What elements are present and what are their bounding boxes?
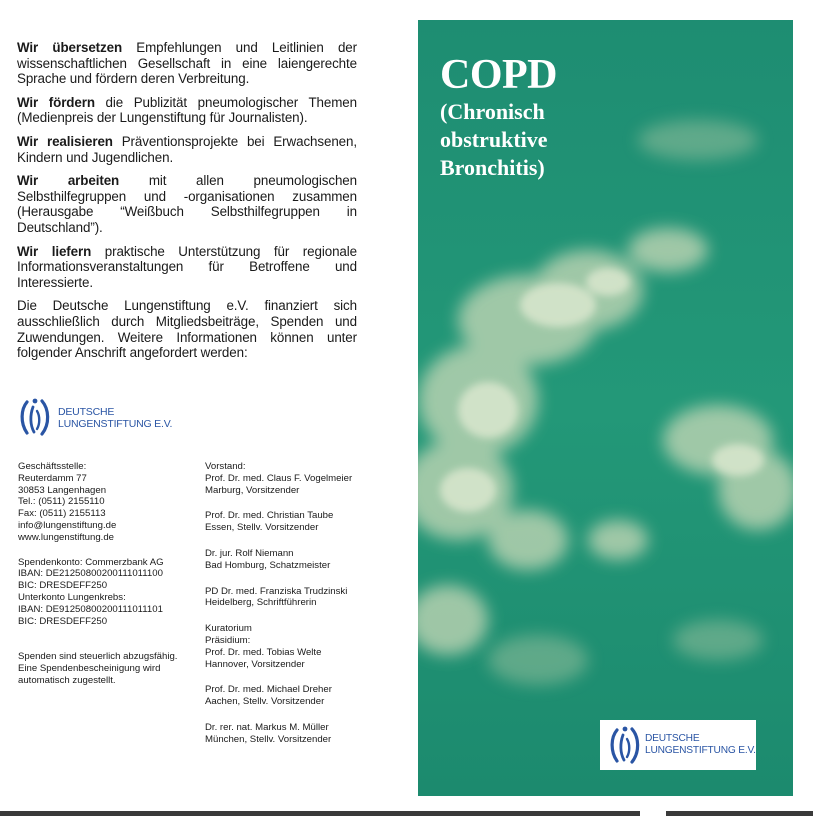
bank-block: Spendenkonto: Commerzbank AG IBAN: DE21250800200111011100 BIC: DRESDEFF250 Unterkonto Lungenkrebs: IBAN: DE91250800200111011101 BIC: DRESDEFF250: [18, 556, 164, 627]
para-realisieren: Wir realisieren Präventionsprojekte bei Erwachsenen, Kindern und Jugendlichen.: [17, 133, 357, 165]
cover-title: COPD: [440, 52, 557, 98]
cover-logo-text: DEUTSCHE LUNGENSTIFTUNG E.V.: [645, 733, 756, 756]
contact-column: [18, 461, 208, 697]
lung-logo-icon: [18, 397, 52, 437]
cover-subtitle: (Chronisch obstruktive Bronchitis): [440, 99, 548, 180]
para-liefern: Wir liefern praktische Unterstützung für regionale Informationsveranstaltungen für Betroffene und Interessierte.: [17, 243, 357, 290]
intro-text: [17, 40, 357, 369]
logo-text: DEUTSCHE LUNGENSTIFTUNG E.V.: [58, 406, 173, 430]
para-uebersetzen: Wir übersetzen Empfehlungen und Leitlinien der wissenschaftlichen Gesellschaft in eine laiengerechte Sprache und fördern deren Verbreitung.: [17, 40, 358, 87]
board-group-7: Dr. rer. nat. Markus M. Müller München, Stellv. Vorsitzender: [205, 721, 332, 745]
lungenstiftung-logo: [18, 397, 208, 439]
donation-note: Spenden sind steuerlich abzugsfähig. Eine Spendenbescheinigung wird automatisch zugestellt.: [18, 651, 178, 686]
board-group-1: Vorstand: Prof. Dr. med. Claus F. Vogelmeier Marburg, Vorsitzender: [205, 461, 353, 496]
cover-panel: [418, 20, 793, 796]
lung-logo-icon: [608, 725, 642, 765]
board-group-6: Prof. Dr. med. Michael Dreher Aachen, Stellv. Vorsitzender: [205, 684, 332, 708]
bottom-scrollbar: [0, 811, 813, 816]
board-column: [205, 461, 395, 756]
board-group-3: Dr. jur. Rolf Niemann Bad Homburg, Schatzmeister: [205, 547, 331, 571]
board-group-2: Prof. Dr. med. Christian Taube Essen, Stellv. Vorsitzender: [205, 510, 334, 534]
para-arbeiten: Wir arbeiten mit allen pneumologischen Selbsthilfegruppen und -organisationen zusammen (Herausgabe “Weißbuch Selbsthilfegruppen in Deutschland”).: [17, 173, 357, 235]
address-block: Geschäftsstelle: Reuterdamm 77 30853 Langenhagen Tel.: (0511) 2155110 Fax: (0511) 2155113 info@lungenstiftung.de www.lungenstiftung.de: [18, 461, 117, 543]
board-group-4: PD Dr. med. Franziska Trudzinski Heidelberg, Schriftführerin: [205, 585, 348, 609]
board-group-5: Kuratorium Präsidium: Prof. Dr. med. Tobias Welte Hannover, Vorsitzender: [205, 623, 322, 670]
para-foerdern: Wir fördern die Publizität pneumologischer Themen (Medienpreis der Lungenstiftung für Journalisten).: [17, 94, 357, 126]
para-finanzierung: Die Deutsche Lungenstiftung e.V. finanziert sich ausschließlich durch Mitgliedsbeiträge, Spenden und Zuwendungen. Weitere Informationen können unter folgender Anschrift angefordert werden:: [17, 298, 357, 361]
cover-logo: [600, 720, 756, 770]
